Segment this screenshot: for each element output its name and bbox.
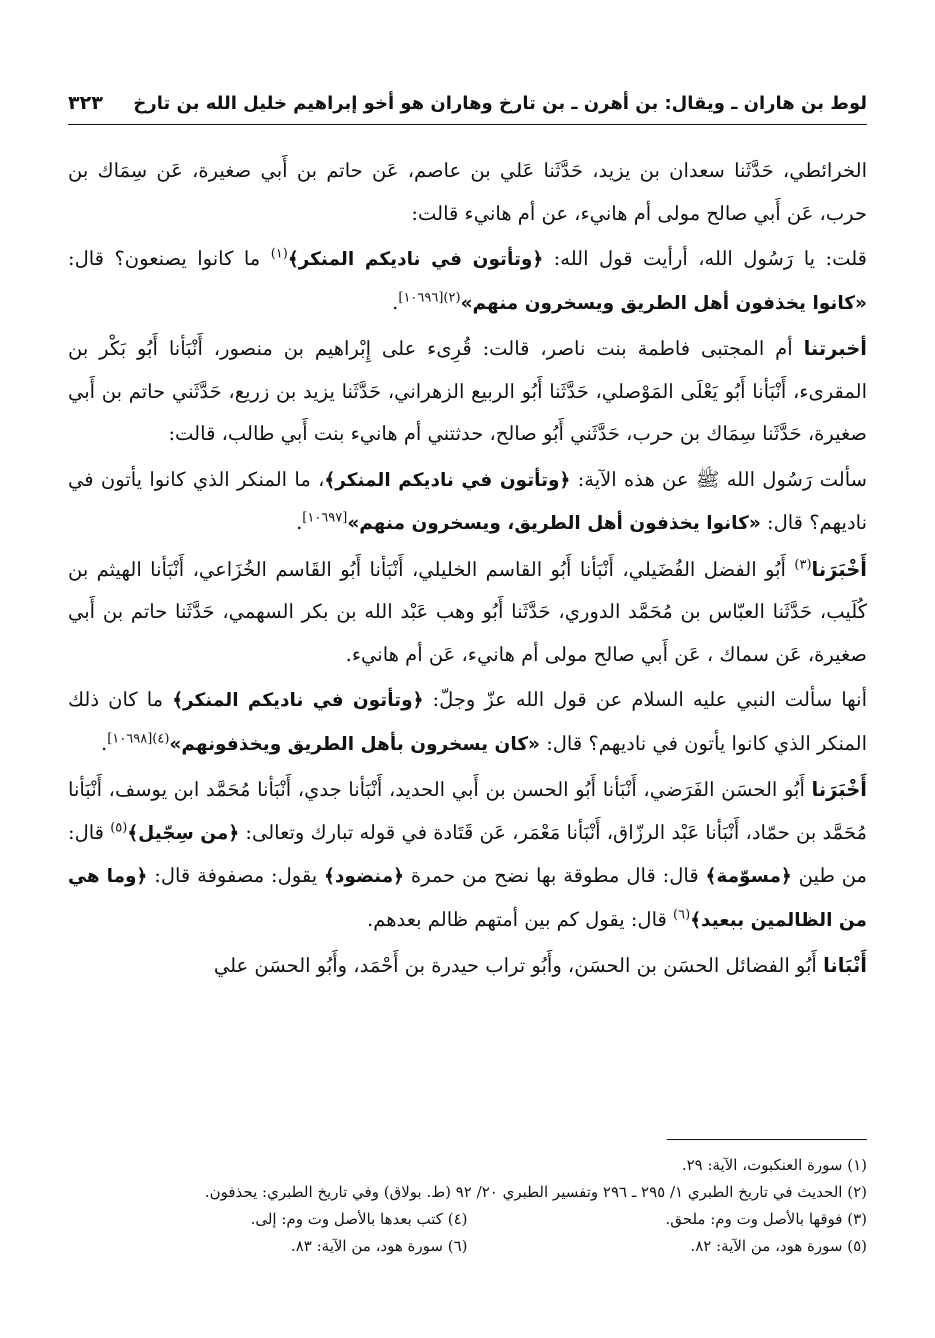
footnote: (١) سورة العنكبوت، الآية: ٢٩. bbox=[681, 1156, 867, 1174]
quran-quote: ﴿وتأتون في ناديكم المنكر﴾ bbox=[324, 469, 571, 491]
paragraph-lead: أَخْبَرَنا bbox=[811, 557, 867, 581]
footnote-rule bbox=[667, 1139, 867, 1140]
quran-quote: ﴿وتأتون في ناديكم المنكر﴾ bbox=[287, 249, 544, 270]
footnote-row bbox=[68, 1206, 867, 1233]
text-run: أَبُو الفضائل الحسَن بن الحسَن، وأَبُو تراب حيدرة بن أَحْمَد، وأَبُو الحسَن علي bbox=[213, 954, 824, 977]
hadith-quote: «كان يسخرون بأهل الطريق ويخذفونهم» bbox=[169, 733, 540, 755]
paragraph bbox=[68, 945, 867, 988]
text-run: . bbox=[101, 731, 108, 755]
footnote-ref: (٦) bbox=[673, 907, 691, 922]
footnote-ref: (٥) bbox=[110, 820, 128, 835]
footnote-row bbox=[68, 1233, 867, 1260]
quran-quote: ﴿وتأتون في ناديكم المنكر﴾ bbox=[172, 690, 424, 711]
text-run: ، ما المنكر الذي كانوا يأتون في ناديهم؟ قال: bbox=[68, 467, 867, 534]
text-run: . bbox=[296, 511, 303, 534]
text-run: قال: يقول كم بين أمتهم ظالم بعدهم. bbox=[367, 907, 674, 931]
quran-quote: ﴿من سِجّيل﴾ bbox=[127, 822, 240, 844]
text-run: ما كانوا يصنعون؟ قال: bbox=[68, 247, 271, 270]
footnote: (٣) فوقها بالأصل وت وم: ملحق. bbox=[665, 1210, 867, 1228]
footnotes bbox=[68, 1152, 867, 1260]
paragraph bbox=[68, 679, 867, 766]
footnote-ref: [١٠٦٩٧] bbox=[302, 510, 348, 526]
footnote: (٤) كتب بعدها بالأصل وت وم: إلى. bbox=[250, 1210, 468, 1228]
hadith-quote: «كانوا يخذفون أهل الطريق، ويسخرون منهم» bbox=[347, 513, 761, 534]
paragraph-lead: أخبرتنا bbox=[803, 337, 867, 360]
paragraph bbox=[68, 328, 867, 456]
paragraph bbox=[68, 549, 867, 677]
text-run: أم المجتبى فاطمة بنت ناصر، قالت: قُرِىء على إِبْراهيم بن منصور، أَنْبَأنا أَبُو بَكْر بن المقرىء، أَنْبَأنا أَبُو يَعْلَى المَوْصلي، حَدَّثَنا أَبُو الربيع الزهراني، حَدَّثَنا يزيد بن زريع، حَدَّثَني حاتم بن أَبي صغيرة، حَدَّثَنا سِمَاك بن حرب، حَدَّثَني أَبُو صالح، حدثتني أم هانيء بنت أَبي طالب، قالت: bbox=[68, 337, 867, 445]
text-run: قلت: يا رَسُول الله، أرأيت قول الله: bbox=[543, 247, 867, 270]
footnote-ref: (٣) bbox=[794, 557, 812, 572]
footnote: (٦) سورة هود، من الآية: ٨٣. bbox=[290, 1237, 468, 1255]
paragraph bbox=[68, 459, 867, 546]
page-number: ٣٢٣ bbox=[68, 92, 103, 114]
text-run: أَبُو الحسَن الفَرَضي، أَنْبَأنا أَبُو الحسن بن أَبي الحديد، أَنْبَأنا جدي، أَنْبَأنا مُحَمَّد ابن يوسف، أَنْبَأنا مُحَمَّد بن حمّاد، أَنْبَأنا عَبْد الرزّاق، أَنْبَأنا مَعْمَر، عَن قَتَادة في قوله تبارك وتعالى: bbox=[68, 778, 867, 844]
running-title: لوط بن هاران ـ ويقال: بن أهرن ـ بن تارخ وهاران هو أخو إبراهيم خليل الله بن تارخ bbox=[133, 92, 867, 114]
text-run: ما كان ذلك المنكر الذي كانوا يأتون في ناديهم؟ قال: bbox=[68, 688, 867, 755]
paragraph-lead: أَخْبَرَنا bbox=[811, 778, 867, 801]
text-run: يقول: مصفوفة قال: bbox=[147, 864, 325, 887]
footnote-ref: (٤)[١٠٦٩٨] bbox=[107, 731, 170, 746]
page-header bbox=[68, 86, 867, 120]
footnote: (٥) سورة هود، من الآية: ٨٢. bbox=[690, 1237, 867, 1255]
footnote-ref: (٢)[١٠٦٩٦] bbox=[398, 290, 461, 305]
quran-quote: ﴿وما هي من الظالمين ببعيد﴾ bbox=[68, 866, 867, 931]
paragraph bbox=[68, 238, 867, 325]
text-run: قال: قال مطوقة بها نضح من حمرة bbox=[404, 864, 706, 887]
quran-quote: ﴿منضود﴾ bbox=[324, 866, 405, 887]
paragraph: الخرائطي، حَدَّثَنا سعدان بن يزيد، حَدَّثَنا عَلي بن عاصم، عَن حاتم بن أَبي صغيرة، عَن سِمَاك بن حرب، عَن أَبي صالح مولى أم هانيء، عن أم هانيء قالت: bbox=[68, 159, 867, 225]
text-run: سألت رَسُول الله ﷺ عن هذه الآية: bbox=[570, 467, 867, 491]
text-run: قال: من طين bbox=[68, 820, 868, 887]
header-rule bbox=[68, 124, 867, 125]
main-text bbox=[68, 150, 867, 991]
quran-quote: ﴿مسوّمة﴾ bbox=[705, 866, 792, 887]
text-run: أَبُو الفضل الفُضَيلي، أَنْبَأنا أَبُو القاسم الخليلي، أَنْبَأنا أَبُو القَاسم الخُزَاعي، أَنْبَأنا الهيثم بن كُلَيب، حَدَّثَنا العبّاس بن مُحَمَّد الدوري، حَدَّثَنا أَبُو وهب عَبْد الله بن بكر السهمي، حَدَّثَنا حاتم بن أَبي صغيرة، عَن سماك ، عَن أَبي صالح مولى أم هانيء، عَن أم هانيء. bbox=[68, 557, 867, 666]
footnote: (٢) الحديث في تاريخ الطبري ١/ ٢٩٥ ـ ٢٩٦ وتفسير الطبري ٢٠/ ٩٢ (ط. بولاق) وفي تاريخ الطبري: يحذفون. bbox=[204, 1183, 867, 1201]
hadith-quote: «كانوا يخذفون أهل الطريق ويسخرون منهم» bbox=[460, 292, 867, 314]
paragraph-lead: أَنْبَانا bbox=[823, 954, 867, 977]
paragraph bbox=[68, 769, 867, 942]
text-run: أنها سألت النبي عليه السلام عن قول الله عزّ وجلّ: bbox=[423, 688, 868, 711]
footnote-ref: (١) bbox=[270, 246, 288, 262]
text-run: . bbox=[392, 290, 399, 314]
